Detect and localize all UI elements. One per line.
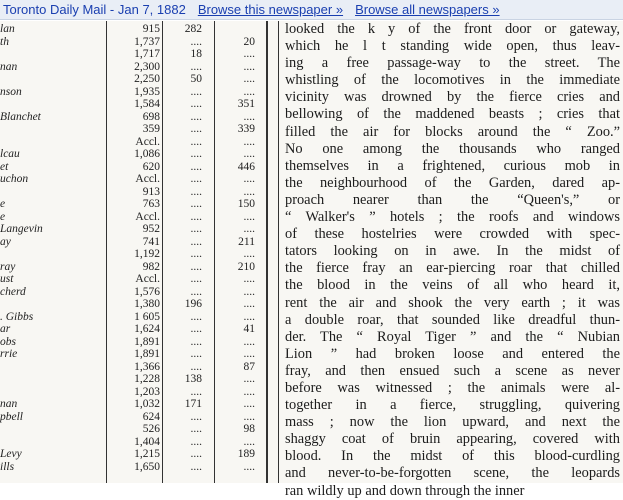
ledger-cell-v1: 620 xyxy=(142,160,160,173)
ledger-cell-v1: 1,086 xyxy=(134,148,160,160)
article-line: and never-to-be-forgotten scene, the leopards xyxy=(285,465,620,482)
ledger-cell-name: . Gibbs xyxy=(0,310,34,323)
ledger-cell-v3: 41 xyxy=(243,323,255,335)
ledger-cell-v2: .... xyxy=(190,160,202,173)
ledger-cell-v2: 196 xyxy=(184,298,202,310)
article-line: the fierce fray an ear-piercing roar that chilled xyxy=(285,260,620,277)
ledger-cell-v1: Accl. xyxy=(135,173,160,185)
ledger-cell-v3: 211 xyxy=(238,235,255,248)
ledger-cell-v2: .... xyxy=(190,223,202,235)
ledger-cell-v2: .... xyxy=(190,198,202,210)
ledger-cell-v3: .... xyxy=(243,310,255,323)
ledger-cell-v1: 913 xyxy=(142,185,160,198)
article-line: No one among the thousands who ranged xyxy=(285,140,620,157)
ledger-cell-v2: .... xyxy=(190,335,202,348)
ledger-cell-v3: 351 xyxy=(237,98,255,110)
article-line: fray, and then ensued such a scene as never xyxy=(285,362,620,379)
ledger-cell-v2: .... xyxy=(190,248,202,260)
ledger-cell-v3: .... xyxy=(243,348,255,360)
article-line: looked the k y of the front door or gateway, xyxy=(285,21,620,37)
ledger-cell-name: uchon xyxy=(0,173,29,185)
ledger-cell-v3: 87 xyxy=(243,360,255,373)
ledger-cell-v1: 2,250 xyxy=(134,73,160,85)
ledger-cell-name: nan xyxy=(0,398,18,410)
ledger-cell-name: cherd xyxy=(0,285,26,298)
ledger-cell-v2: .... xyxy=(190,110,202,123)
ledger-cell-name: et xyxy=(0,160,9,173)
article-line: ing a free passage-way to the street. The xyxy=(285,55,620,72)
ledger-cell-v3: .... xyxy=(243,135,255,148)
article-line: mass ; now the lion upward, and next the xyxy=(285,414,620,431)
ledger-cell-name: th xyxy=(0,35,9,48)
article-line: proach nearer than the “Queen's,” or xyxy=(285,191,620,208)
ledger-cell-v1: 698 xyxy=(142,110,160,123)
ledger-cell-v2: .... xyxy=(190,423,202,435)
article-line: blood. In the midst of this blood-curdling xyxy=(285,448,620,465)
ledger-cell-name: obs xyxy=(0,335,16,348)
ledger-cell-v2: .... xyxy=(190,323,202,335)
ledger-cell-v1: 1,584 xyxy=(134,98,160,110)
ledger-cell-v3: .... xyxy=(243,410,255,423)
ledger-cell-v3: .... xyxy=(243,273,255,285)
ledger-cell-v3: .... xyxy=(243,385,255,398)
ledger-cell-name: nson xyxy=(0,85,22,98)
ledger-cell-v3: .... xyxy=(243,210,255,223)
article-line: “ Walker's ” hotels ; the roofs and windows xyxy=(285,209,620,226)
ledger-cell-v1: 1,380 xyxy=(134,298,160,310)
ledger-cell-v2: .... xyxy=(190,60,202,73)
ledger-cell-v2: 18 xyxy=(190,48,202,60)
ledger-cell-v2: .... xyxy=(190,123,202,135)
article-line: tators looking on in awe. In the midst of xyxy=(285,243,620,260)
ledger-cell-v3: 20 xyxy=(243,35,255,48)
ledger-cell-v2: .... xyxy=(190,173,202,185)
ledger-cell-v1: 952 xyxy=(142,223,160,235)
ledger-cell-v2: .... xyxy=(190,210,202,223)
ledger-cell-v2: .... xyxy=(190,348,202,360)
ledger-cell-v1: 526 xyxy=(142,423,160,435)
ledger-cell-v2: 138 xyxy=(184,373,202,385)
ledger-cell-v3: .... xyxy=(243,248,255,260)
ledger-cell-name: pbell xyxy=(0,410,23,423)
ledger-cell-name: e xyxy=(0,210,6,223)
article-line: a double roar, that sounded like dreadful thun- xyxy=(285,311,620,328)
article-line: Lion ” had broken loose and entered the xyxy=(285,345,620,362)
ledger-cell-name: ar xyxy=(0,323,11,335)
ledger-cell-v3: .... xyxy=(243,73,255,85)
ledger-cell-v3: .... xyxy=(243,298,255,310)
ledger-cell-v3: .... xyxy=(243,173,255,185)
ledger-cell-v1: Accl. xyxy=(135,273,160,285)
ledger-cell-v1: 1,215 xyxy=(134,448,160,460)
ledger-cell-v2: .... xyxy=(190,285,202,298)
ledger-cell-name: Blanchet xyxy=(0,110,41,123)
ledger-cell-v1: 915 xyxy=(142,23,160,35)
ledger-cell-v3: 150 xyxy=(237,198,255,210)
article-line: together in a fierce, struggling, quivering xyxy=(285,397,620,414)
article-line: vicinity was drowned by the fierce cries and xyxy=(285,89,620,106)
ledger-cell-v2: .... xyxy=(190,260,202,273)
ledger-cell-v1: Accl. xyxy=(135,135,160,148)
column-rule xyxy=(214,21,215,483)
ledger-cell-name: e xyxy=(0,198,6,210)
ledger-cell-v1: 1,891 xyxy=(134,348,160,360)
article-line: which he l t standing wide open, thus leav- xyxy=(285,38,620,55)
newspaper-header-bar xyxy=(0,0,623,20)
article-line: of these hostelries were crowded with spec- xyxy=(285,226,620,243)
browse-this-newspaper-link[interactable]: Browse this newspaper » xyxy=(197,2,344,17)
ledger-cell-v3: 339 xyxy=(237,123,255,135)
ledger-cell-v1: 1,032 xyxy=(134,398,160,410)
ledger-cell-v3: .... xyxy=(243,110,255,123)
ledger-cell-v2: .... xyxy=(190,235,202,248)
ledger-cell-v1: 1,624 xyxy=(134,323,160,335)
ledger-cell-v3: 98 xyxy=(243,423,255,435)
ledger-cell-v1: 741 xyxy=(142,235,160,248)
ledger-cell-v2: .... xyxy=(190,460,202,473)
ledger-cell-v2: .... xyxy=(190,35,202,48)
ledger-cell-name: lcau xyxy=(0,148,20,160)
ledger-cell-v3: .... xyxy=(243,435,255,448)
ledger-cell-v3: .... xyxy=(243,460,255,473)
article-line: the neighbourhood of the Garden, dared ap- xyxy=(285,174,620,191)
ledger-cell-v3: 446 xyxy=(237,160,255,173)
ledger-cell-v3: 210 xyxy=(237,260,255,273)
ledger-cell-name: Langevin xyxy=(0,223,43,235)
ledger-cell-v2: .... xyxy=(190,410,202,423)
ledger-cell-v3: .... xyxy=(243,48,255,60)
ledger-cell-v2: .... xyxy=(190,448,202,460)
ledger-cell-v1: 1,576 xyxy=(134,285,160,298)
ledger-cell-v1: 359 xyxy=(142,123,160,135)
article-line: der. The “ Royal Tiger ” and the “ Nubian xyxy=(285,328,620,345)
ledger-cell-v2: 282 xyxy=(184,23,202,35)
ledger-cell-v2: .... xyxy=(190,310,202,323)
ledger-cell-v1: 1,404 xyxy=(134,435,160,448)
article-line: filled the air for blocks around the “ Zoo.” xyxy=(285,123,620,140)
ledger-cell-v1: 1,366 xyxy=(134,360,160,373)
ledger-cell-v1: 1,737 xyxy=(134,35,160,48)
ledger-cell-v3: 189 xyxy=(237,448,255,460)
ledger-cell-name: ills xyxy=(0,460,15,473)
column-rule xyxy=(266,21,268,483)
ledger-cell-name: rrie xyxy=(0,348,18,360)
article-line: themselves in a frightened, curious mob in xyxy=(285,157,620,174)
ledger-cell-v2: .... xyxy=(190,273,202,285)
ledger-cell-v1: 1,192 xyxy=(134,248,160,260)
ledger-cell-v3: .... xyxy=(243,223,255,235)
ledger-cell-v1: 1,228 xyxy=(134,373,160,385)
ledger-cell-v3: .... xyxy=(243,285,255,298)
article-line: rent the air and shook the very earth ; it was xyxy=(285,294,620,311)
ledger-cell-v1: 1,717 xyxy=(134,48,160,60)
newspaper-scan[interactable] xyxy=(0,21,623,499)
ledger-cell-name: ray xyxy=(0,260,16,273)
election-results-column xyxy=(0,21,266,483)
ledger-cell-v1: 1,650 xyxy=(134,460,160,473)
article-line: before was witnessed ; the animals were al- xyxy=(285,379,620,396)
ledger-cell-v3: .... xyxy=(243,335,255,348)
ledger-cell-v3: .... xyxy=(243,373,255,385)
ledger-cell-v2: .... xyxy=(190,435,202,448)
ledger-cell-v1: 1,203 xyxy=(134,385,160,398)
article-line: the blood in the veins of all who heard it, xyxy=(285,277,620,294)
ledger-cell-v3: .... xyxy=(243,60,255,73)
ledger-cell-name: lan xyxy=(0,23,15,35)
article-line: shaggy coat of bruin appearing, covered with xyxy=(285,431,620,448)
ledger-cell-v1: Accl. xyxy=(135,210,160,223)
ledger-cell-name: ay xyxy=(0,235,11,248)
column-rule xyxy=(106,21,107,483)
ledger-cell-v3: .... xyxy=(243,148,255,160)
ledger-cell-v1: 624 xyxy=(142,410,160,423)
ledger-cell-name: nan xyxy=(0,60,18,73)
ledger-cell-v2: .... xyxy=(190,185,202,198)
newspaper-title: Toronto Daily Mail - Jan 7, 1882 xyxy=(3,2,186,17)
column-rule xyxy=(278,21,279,483)
ledger-cell-v1: 2,300 xyxy=(134,60,160,73)
ledger-cell-name: Levy xyxy=(0,448,22,460)
ledger-cell-v2: 50 xyxy=(190,73,202,85)
ledger-cell-v3: .... xyxy=(243,85,255,98)
browse-all-newspapers-link[interactable]: Browse all newspapers » xyxy=(355,2,500,17)
ledger-cell-v2: .... xyxy=(190,135,202,148)
article-line: bellowing of the maddened beasts ; cries that xyxy=(285,106,620,123)
ledger-cell-v1: 763 xyxy=(142,198,160,210)
ledger-cell-v3: .... xyxy=(243,398,255,410)
ledger-cell-v2: .... xyxy=(190,98,202,110)
ledger-cell-v3: .... xyxy=(243,185,255,198)
ledger-cell-v1: 982 xyxy=(142,260,160,273)
column-rule xyxy=(162,21,163,483)
ledger-cell-v2: .... xyxy=(190,148,202,160)
ledger-cell-v2: .... xyxy=(190,360,202,373)
ledger-cell-v2: .... xyxy=(190,385,202,398)
ledger-cell-name: ust xyxy=(0,273,14,285)
article-line: whistling of the locomotives in the immediate xyxy=(285,72,620,89)
article-line: ran wildly up and down through the inner xyxy=(285,482,525,499)
ledger-cell-v2: .... xyxy=(190,85,202,98)
article-column xyxy=(285,21,620,500)
ledger-cell-v1: 1,935 xyxy=(134,85,160,98)
ledger-cell-v2: 171 xyxy=(184,398,202,410)
ledger-cell-v1: 1,891 xyxy=(134,335,160,348)
ledger-cell-v1: 1 605 xyxy=(134,310,160,323)
